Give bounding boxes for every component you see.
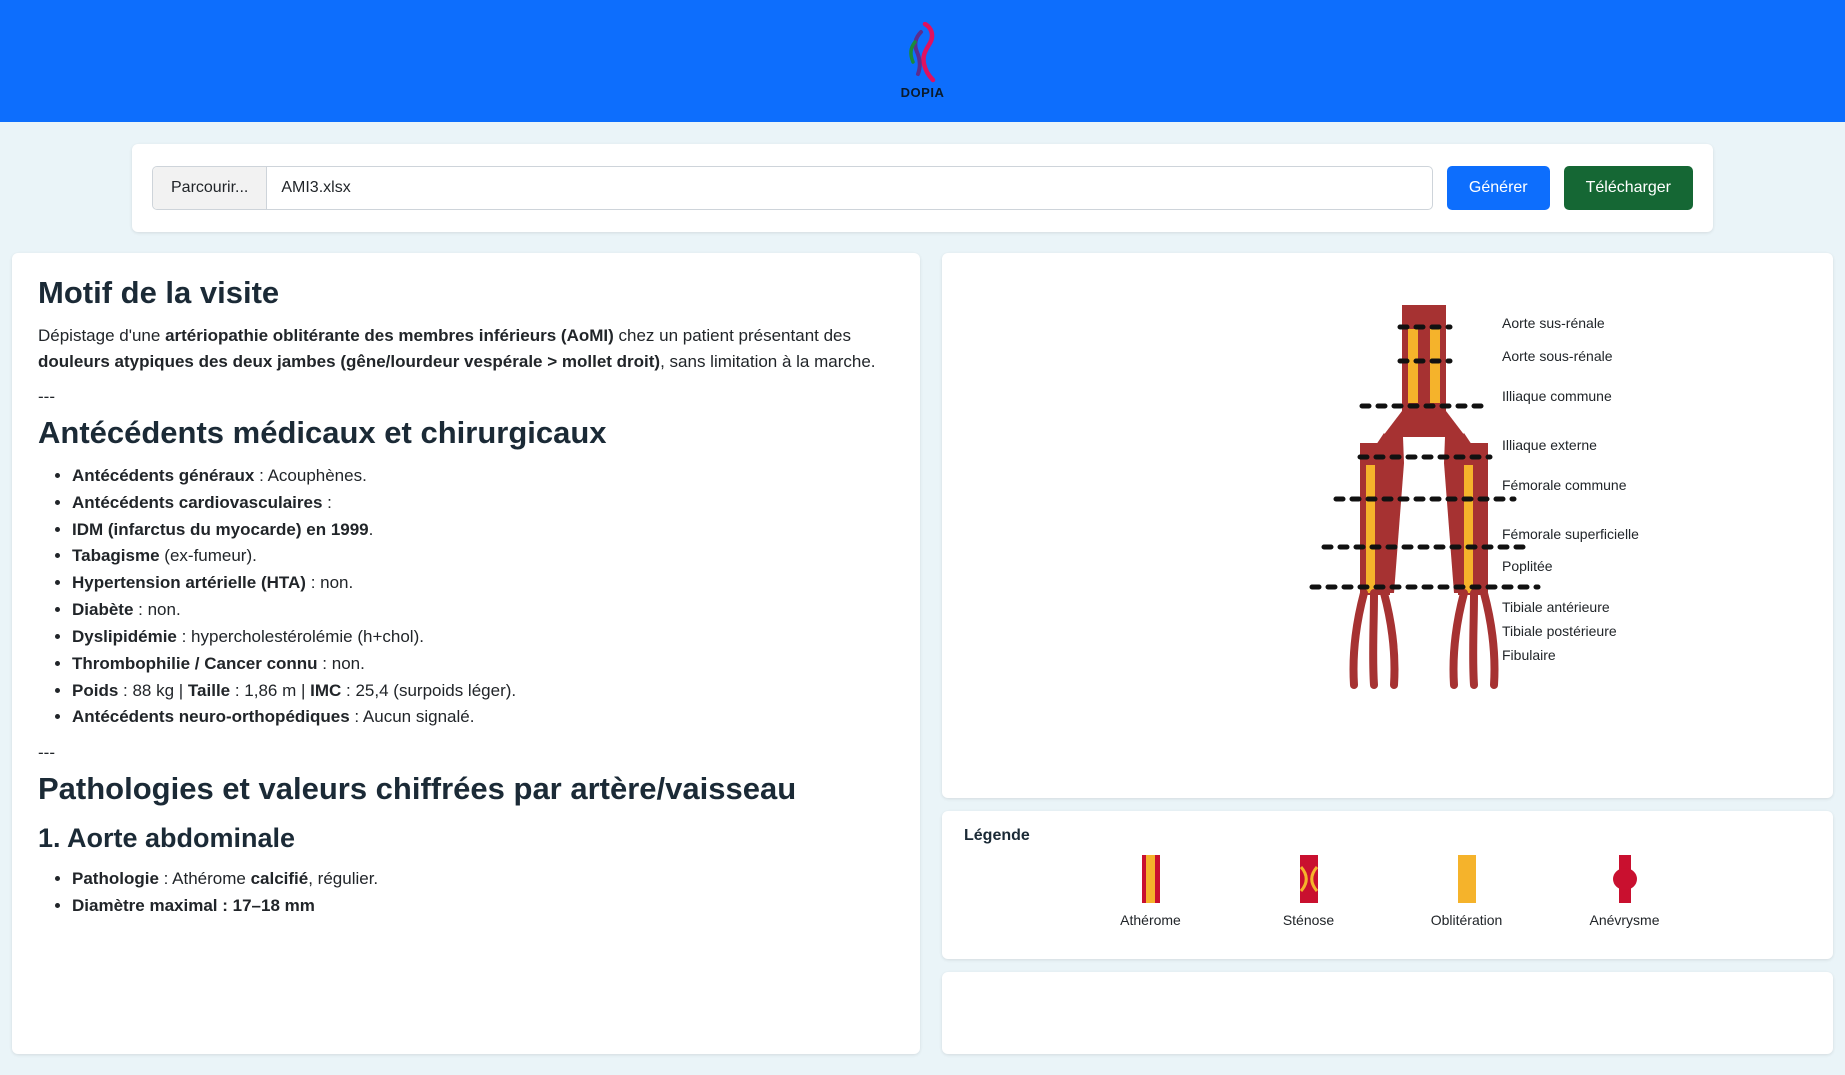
- list-item: • Tabagisme (ex-fumeur).: [72, 543, 894, 569]
- pathologies-list: [38, 866, 894, 919]
- brand-logo: [901, 22, 945, 100]
- visit-reason-text: Dépistage d'une artériopathie oblitérante des membres inférieurs (AoMI) chez un patient présentant des douleurs atypiques des deux jambes (gêne/lourdeur vespérale > mollet droit), sans limitation à la marche.: [38, 326, 876, 371]
- upload-card: [132, 144, 1713, 232]
- list-item: • IDM (infarctus du myocarde) en 1999.: [72, 517, 894, 543]
- list-item: • Poids : 88 kg | Taille : 1,86 m | IMC : 25,4 (surpoids léger).: [72, 678, 894, 704]
- anevrysme-icon: [1608, 853, 1642, 905]
- vessel-label: Fémorale superficielle: [1502, 526, 1639, 542]
- generate-button[interactable]: Générer: [1447, 166, 1550, 210]
- legend-caption: Sténose: [1282, 912, 1335, 928]
- legend-item-anevrysme: [1570, 853, 1680, 928]
- arterial-diagram-panel: [942, 253, 1833, 798]
- stenose-icon: [1292, 853, 1326, 905]
- vessel-label: Illiaque externe: [1502, 437, 1597, 453]
- selected-file-name: AMI3.xlsx: [281, 179, 351, 196]
- vessel-labels: [1502, 253, 1802, 798]
- legend-panel: [942, 811, 1833, 959]
- legend-caption: Anévrysme: [1589, 912, 1660, 928]
- report-panel: [12, 253, 920, 1054]
- list-item: • Antécédents cardiovasculaires :: [72, 490, 894, 516]
- list-item: • Antécédents neuro-orthopédiques : Aucun signalé.: [72, 704, 894, 730]
- divider-1: ---: [38, 387, 55, 406]
- browse-button[interactable]: Parcourir...: [153, 167, 267, 209]
- right-column: [942, 253, 1833, 1054]
- brand-name: DOPIA: [900, 85, 945, 100]
- main-content: [0, 232, 1845, 1054]
- legend-title: Légende: [964, 827, 1030, 844]
- legend-caption: Athérome: [1120, 912, 1181, 928]
- vessel-label: Fémorale commune: [1502, 477, 1627, 493]
- list-item: • Antécédents généraux : Acouphènes.: [72, 463, 894, 489]
- list-item: • Pathologie : Athérome calcifié, régulier.: [72, 866, 894, 892]
- vessel-label: Tibiale antérieure: [1502, 599, 1610, 615]
- legend-item-obliteration: [1412, 853, 1522, 928]
- list-item: • Diamètre maximal : 17–18 mm: [72, 893, 894, 919]
- details-panel: [942, 972, 1833, 1054]
- vessel-label: Illiaque commune: [1502, 388, 1612, 404]
- upload-section: [0, 122, 1845, 232]
- list-item: • Dyslipidémie : hypercholestérolémie (h+chol).: [72, 624, 894, 650]
- obliteration-icon: [1450, 853, 1484, 905]
- subsection-title-aorte: 1. Aorte abdominale: [38, 823, 296, 854]
- section-title-visit-reason: Motif de la visite: [38, 275, 280, 310]
- vessel-label: Fibulaire: [1502, 647, 1556, 663]
- file-input[interactable]: [152, 166, 1433, 210]
- legend-caption: Oblitération: [1430, 912, 1503, 928]
- section-title-pathologies: Pathologies et valeurs chiffrées par artère/vaisseau: [38, 771, 797, 807]
- app-header: [0, 0, 1845, 122]
- history-list: [38, 463, 894, 730]
- vessel-label: Tibiale postérieure: [1502, 623, 1617, 639]
- section-title-history: Antécédents médicaux et chirurgicaux: [38, 415, 607, 450]
- vessel-label: Aorte sus-rénale: [1502, 315, 1605, 331]
- legend-item-atherome: [1096, 853, 1206, 928]
- artery-logo-icon: [901, 22, 945, 84]
- divider-2: ---: [38, 743, 55, 763]
- list-item: • Diabète : non.: [72, 597, 894, 623]
- vessel-label: Aorte sous-rénale: [1502, 348, 1613, 364]
- download-button[interactable]: Télécharger: [1564, 166, 1693, 210]
- vessel-label: Poplitée: [1502, 558, 1553, 574]
- list-item: • Hypertension artérielle (HTA) : non.: [72, 570, 894, 596]
- legend-item-stenose: [1254, 853, 1364, 928]
- legend-items: [964, 853, 1811, 928]
- atherome-icon: [1134, 853, 1168, 905]
- list-item: • Thrombophilie / Cancer connu : non.: [72, 651, 894, 677]
